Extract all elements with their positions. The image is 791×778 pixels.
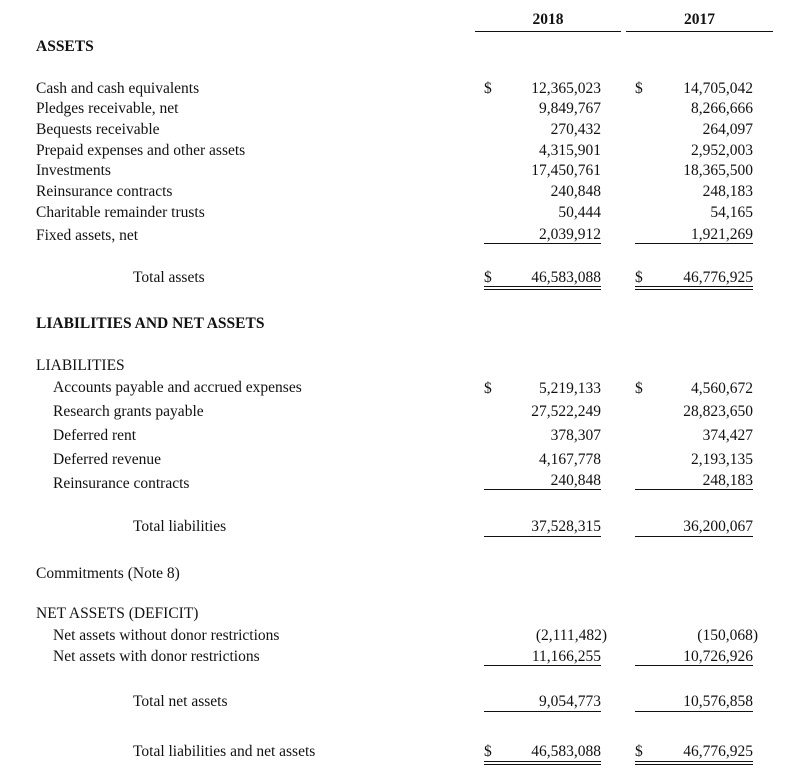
value-2017: 10,726,926 <box>683 648 753 665</box>
column-header-2017: 2017 <box>684 11 715 28</box>
value-2017: 264,097 <box>702 121 753 138</box>
dollar-sign-2017: $ <box>635 80 643 97</box>
double-rule-2018-bottom <box>484 289 601 290</box>
dollar-sign-2017: $ <box>635 380 643 397</box>
value-2017: 2,193,135 <box>691 451 753 468</box>
value-2018: 4,167,778 <box>539 451 601 468</box>
subtotal-rule-2018 <box>484 489 601 490</box>
total-value-2018: 46,583,088 <box>531 269 601 286</box>
subtotal-rule-2018 <box>484 711 601 712</box>
double-rule-2017-bottom <box>635 764 753 765</box>
subtotal-rule-2018 <box>484 536 601 537</box>
subtotal-rule-2017 <box>635 665 753 666</box>
dollar-sign-2017: $ <box>635 743 643 760</box>
value-2017: 54,165 <box>710 204 753 221</box>
total-label: Total assets <box>133 269 205 286</box>
row-label: Net assets without donor restrictions <box>53 627 280 644</box>
double-rule-2018-bottom <box>484 764 601 765</box>
value-2018: 270,432 <box>550 121 601 138</box>
total-value-2017: 10,576,858 <box>683 693 753 710</box>
value-2018: 50,444 <box>558 204 601 221</box>
assets-heading: ASSETS <box>36 38 94 55</box>
dollar-sign-2018: $ <box>484 380 492 397</box>
value-2017: (150,068) <box>697 627 758 644</box>
value-2017: 8,266,666 <box>691 100 753 117</box>
dollar-sign-2017: $ <box>635 269 643 286</box>
value-2017: 1,921,269 <box>691 226 753 243</box>
value-2018: 240,848 <box>550 183 601 200</box>
value-2018: 9,849,767 <box>539 100 601 117</box>
dollar-sign-2018: $ <box>484 743 492 760</box>
value-2018: 17,450,761 <box>531 162 601 179</box>
row-label: Research grants payable <box>53 403 204 420</box>
liabilities-and-net-assets-heading: LIABILITIES AND NET ASSETS <box>36 315 265 332</box>
commitments-label: Commitments (Note 8) <box>36 565 180 582</box>
row-label: Deferred rent <box>53 427 137 444</box>
value-2018: 12,365,023 <box>531 80 601 97</box>
value-2017: 28,823,650 <box>683 403 753 420</box>
dollar-sign-2018: $ <box>484 269 492 286</box>
row-label: Fixed assets, net <box>36 227 139 244</box>
row-label: Prepaid expenses and other assets <box>36 142 246 159</box>
value-2018: 5,219,133 <box>539 380 601 397</box>
double-rule-2018-top <box>484 286 601 287</box>
value-2017: 2,952,003 <box>691 142 753 159</box>
value-2017: 374,427 <box>702 427 753 444</box>
net-assets-heading: NET ASSETS (DEFICIT) <box>36 605 199 622</box>
total-value-2017: 36,200,067 <box>683 518 753 535</box>
double-rule-2017-bottom <box>635 289 753 290</box>
grand-total-label: Total liabilities and net assets <box>133 743 316 760</box>
value-2018: 378,307 <box>550 427 601 444</box>
row-label: Bequests receivable <box>36 121 160 138</box>
row-label: Charitable remainder trusts <box>36 204 205 221</box>
header-underline-2018 <box>475 31 621 32</box>
liabilities-heading: LIABILITIES <box>36 357 125 374</box>
row-label: Reinsurance contracts <box>53 475 190 492</box>
value-2017: 18,365,500 <box>683 162 753 179</box>
value-2018: 27,522,249 <box>531 403 601 420</box>
row-label: Accounts payable and accrued expenses <box>53 379 302 396</box>
row-label: Pledges receivable, net <box>36 100 179 117</box>
value-2018: 2,039,912 <box>539 226 601 243</box>
subtotal-rule-2017 <box>635 243 753 244</box>
row-label: Net assets with donor restrictions <box>53 648 260 665</box>
grand-total-value-2018: 46,583,088 <box>531 743 601 760</box>
subtotal-rule-2017 <box>635 711 753 712</box>
total-label: Total liabilities <box>133 518 227 535</box>
double-rule-2017-top <box>635 761 753 762</box>
total-value-2017: 46,776,925 <box>683 269 753 286</box>
value-2018: 11,166,255 <box>531 648 601 665</box>
value-2017: 14,705,042 <box>683 80 753 97</box>
subtotal-rule-2017 <box>635 536 753 537</box>
total-label: Total net assets <box>133 693 228 710</box>
value-2017: 248,183 <box>702 183 753 200</box>
row-label: Reinsurance contracts <box>36 183 173 200</box>
value-2017: 248,183 <box>702 472 753 489</box>
row-label: Deferred revenue <box>53 451 161 468</box>
subtotal-rule-2017 <box>635 489 753 490</box>
value-2017: 4,560,672 <box>691 380 753 397</box>
double-rule-2017-top <box>635 286 753 287</box>
value-2018: 4,315,901 <box>539 142 601 159</box>
subtotal-rule-2018 <box>484 665 601 666</box>
subtotal-rule-2018 <box>484 243 601 244</box>
double-rule-2018-top <box>484 761 601 762</box>
header-underline-2017 <box>626 31 773 32</box>
value-2018: (2,111,482) <box>535 627 607 644</box>
column-header-2018: 2018 <box>532 11 564 28</box>
total-value-2018: 37,528,315 <box>531 518 601 535</box>
grand-total-value-2017: 46,776,925 <box>683 743 753 760</box>
dollar-sign-2018: $ <box>484 80 492 97</box>
row-label: Investments <box>36 162 111 179</box>
total-value-2018: 9,054,773 <box>539 693 601 710</box>
value-2018: 240,848 <box>550 472 601 489</box>
row-label: Cash and cash equivalents <box>36 80 200 97</box>
